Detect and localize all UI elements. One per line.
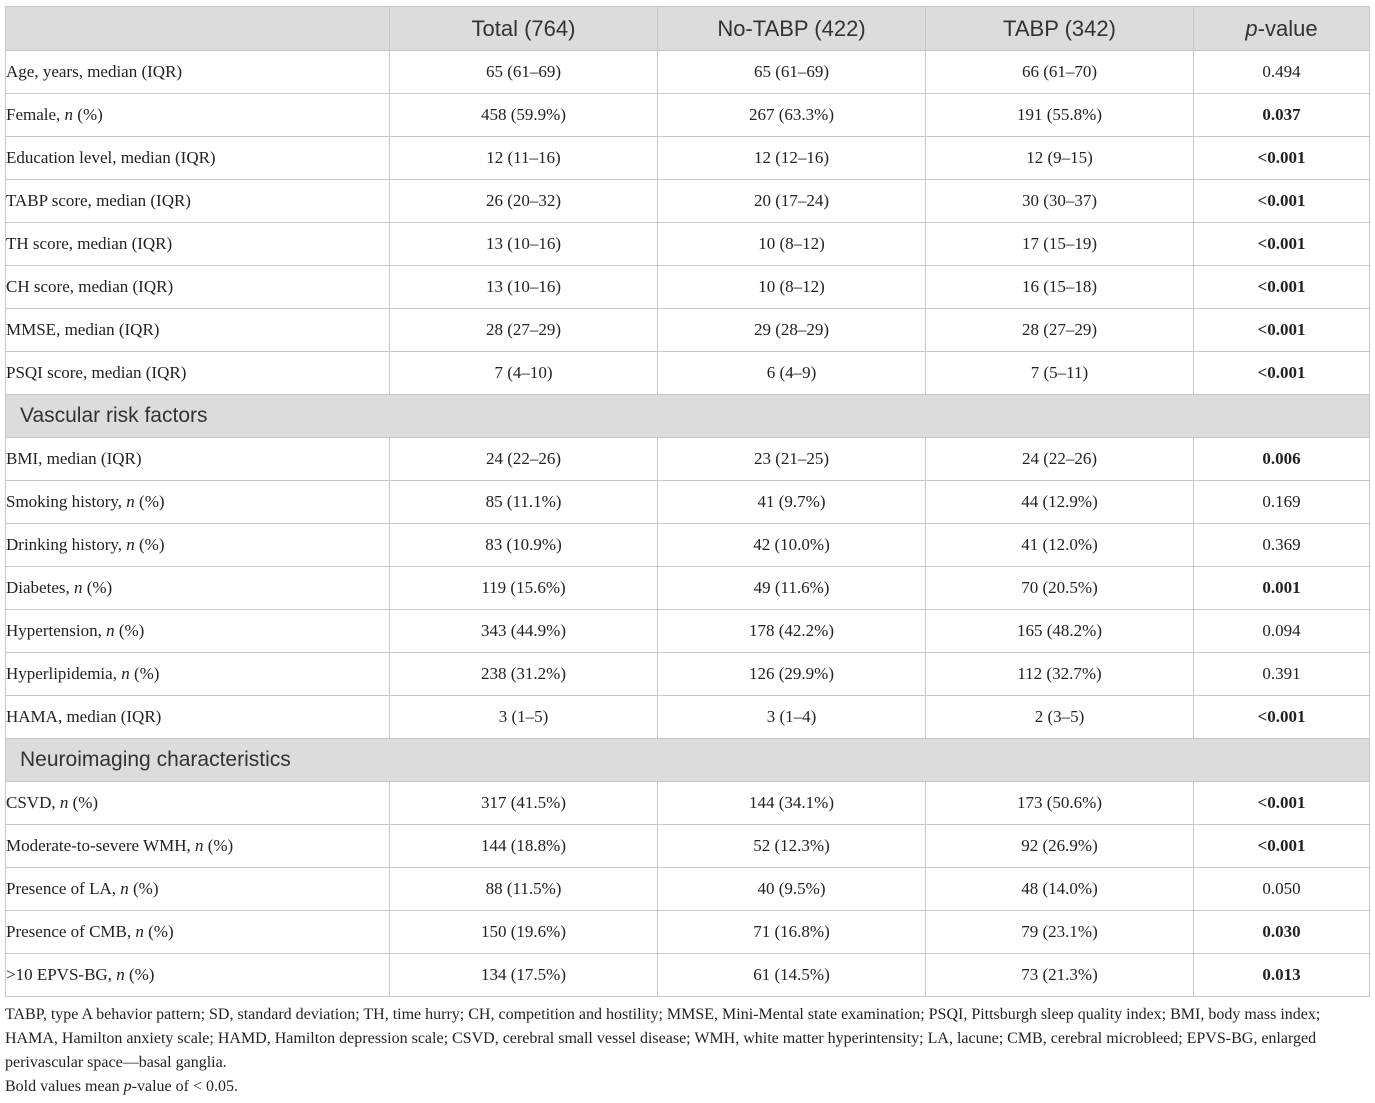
row-label-text: Smoking history,	[6, 492, 127, 511]
cell-total: 85 (11.1%)	[390, 481, 658, 524]
cell-total: 144 (18.8%)	[390, 825, 658, 868]
cell-total: 119 (15.6%)	[390, 567, 658, 610]
table-row	[6, 610, 1370, 653]
table-row	[6, 180, 1370, 223]
cell-tabp: 2 (3–5)	[926, 696, 1194, 739]
cell-p-value: <0.001	[1194, 782, 1370, 825]
row-label-italic: n	[135, 922, 144, 941]
section-title-vascular: Vascular risk factors	[6, 395, 1370, 438]
row-label-italic: n	[121, 664, 130, 683]
row-label-italic: n	[64, 105, 74, 124]
cell-total: 28 (27–29)	[390, 309, 658, 352]
cell-total: 13 (10–16)	[390, 223, 658, 266]
cell-p-value: 0.006	[1194, 438, 1370, 481]
table-row	[6, 94, 1370, 137]
cell-total: 134 (17.5%)	[390, 954, 658, 997]
cell-total: 317 (41.5%)	[390, 782, 658, 825]
cell-no-tabp: 49 (11.6%)	[658, 567, 926, 610]
cell-tabp: 73 (21.3%)	[926, 954, 1194, 997]
table-footnote	[5, 1003, 1369, 1099]
row-label-text: HAMA, median (IQR)	[6, 707, 162, 726]
cell-p-value: 0.030	[1194, 911, 1370, 954]
row-label-text: Education level, median (IQR)	[6, 148, 216, 167]
bold-note-p-italic: p	[123, 1078, 132, 1095]
table-row	[6, 868, 1370, 911]
neuro-section	[6, 739, 1370, 782]
header-p-suffix: -value	[1257, 15, 1318, 41]
section-header-neuroimaging	[6, 739, 1370, 782]
cell-tabp: 44 (12.9%)	[926, 481, 1194, 524]
neuroimaging-rows	[6, 782, 1370, 997]
cell-tabp: 112 (32.7%)	[926, 653, 1194, 696]
table-row	[6, 223, 1370, 266]
row-label	[6, 524, 390, 567]
row-label-suffix: (%)	[134, 492, 165, 511]
cell-no-tabp: 10 (8–12)	[658, 266, 926, 309]
row-label-text: TH score, median (IQR)	[6, 234, 173, 253]
table-row	[6, 825, 1370, 868]
row-label-suffix: (%)	[128, 879, 159, 898]
row-label-text: Presence of LA,	[6, 879, 121, 898]
cell-p-value: <0.001	[1194, 352, 1370, 395]
cell-tabp: 41 (12.0%)	[926, 524, 1194, 567]
bold-note-prefix: Bold values mean	[5, 1078, 124, 1095]
row-label	[6, 352, 390, 395]
row-label-text: Hypertension,	[6, 621, 107, 640]
row-label-text: CH score, median (IQR)	[6, 277, 174, 296]
row-label-text: Moderate-to-severe WMH,	[6, 836, 195, 855]
bold-values-note	[5, 1075, 1369, 1099]
cell-total: 150 (19.6%)	[390, 911, 658, 954]
cell-tabp: 7 (5–11)	[926, 352, 1194, 395]
row-label	[6, 610, 390, 653]
cell-tabp: 48 (14.0%)	[926, 868, 1194, 911]
row-label-suffix: (%)	[203, 836, 234, 855]
cell-no-tabp: 52 (12.3%)	[658, 825, 926, 868]
table-row	[6, 954, 1370, 997]
row-label	[6, 266, 390, 309]
header-no-tabp: No-TABP (422)	[658, 7, 926, 51]
row-label-suffix: (%)	[73, 105, 103, 124]
table-row	[6, 309, 1370, 352]
cell-total: 458 (59.9%)	[390, 94, 658, 137]
table-row	[6, 438, 1370, 481]
cell-total: 26 (20–32)	[390, 180, 658, 223]
cell-no-tabp: 42 (10.0%)	[658, 524, 926, 567]
row-label	[6, 868, 390, 911]
cell-tabp: 17 (15–19)	[926, 223, 1194, 266]
row-label	[6, 653, 390, 696]
cell-tabp: 191 (55.8%)	[926, 94, 1194, 137]
row-label-text: Diabetes,	[6, 578, 74, 597]
row-label-italic: n	[73, 578, 83, 597]
cell-p-value: 0.391	[1194, 653, 1370, 696]
header-total: Total (764)	[390, 7, 658, 51]
table-row	[6, 567, 1370, 610]
cell-p-value: 0.050	[1194, 868, 1370, 911]
cell-p-value: 0.037	[1194, 94, 1370, 137]
cell-total: 83 (10.9%)	[390, 524, 658, 567]
cell-no-tabp: 20 (17–24)	[658, 180, 926, 223]
row-label	[6, 481, 390, 524]
cell-p-value: 0.369	[1194, 524, 1370, 567]
cell-tabp: 79 (23.1%)	[926, 911, 1194, 954]
row-label-suffix: (%)	[114, 621, 145, 640]
section-header-vascular	[6, 395, 1370, 438]
row-label-suffix: (%)	[68, 793, 99, 812]
cell-tabp: 165 (48.2%)	[926, 610, 1194, 653]
cell-total: 7 (4–10)	[390, 352, 658, 395]
header-p-value	[1194, 7, 1370, 51]
row-label	[6, 696, 390, 739]
row-label-suffix: (%)	[143, 922, 174, 941]
row-label	[6, 782, 390, 825]
cell-tabp: 173 (50.6%)	[926, 782, 1194, 825]
row-label-text: MMSE, median (IQR)	[6, 320, 160, 339]
row-label-text: PSQI score, median (IQR)	[6, 363, 187, 382]
bold-note-suffix: -value of < 0.05.	[131, 1078, 238, 1095]
cell-p-value: 0.001	[1194, 567, 1370, 610]
row-label-suffix: (%)	[134, 535, 165, 554]
vascular-section	[6, 395, 1370, 438]
row-label	[6, 567, 390, 610]
row-label-text: BMI, median (IQR)	[6, 449, 142, 468]
row-label-suffix: (%)	[82, 578, 113, 597]
table-row	[6, 653, 1370, 696]
row-label-text: Presence of CMB,	[6, 922, 136, 941]
cell-no-tabp: 3 (1–4)	[658, 696, 926, 739]
row-label-italic: n	[126, 535, 135, 554]
cell-no-tabp: 178 (42.2%)	[658, 610, 926, 653]
header-tabp: TABP (342)	[926, 7, 1194, 51]
cell-p-value: <0.001	[1194, 180, 1370, 223]
table-row	[6, 137, 1370, 180]
cell-no-tabp: 144 (34.1%)	[658, 782, 926, 825]
cell-p-value: <0.001	[1194, 309, 1370, 352]
cell-total: 12 (11–16)	[390, 137, 658, 180]
cell-no-tabp: 40 (9.5%)	[658, 868, 926, 911]
cell-no-tabp: 6 (4–9)	[658, 352, 926, 395]
cell-no-tabp: 41 (9.7%)	[658, 481, 926, 524]
cell-tabp: 66 (61–70)	[926, 51, 1194, 94]
row-label-text: Drinking history,	[6, 535, 127, 554]
section-title-neuroimaging: Neuroimaging characteristics	[6, 739, 1370, 782]
cell-p-value: <0.001	[1194, 825, 1370, 868]
row-label	[6, 51, 390, 94]
cell-total: 3 (1–5)	[390, 696, 658, 739]
row-label-text: Female,	[6, 105, 65, 124]
row-label-italic: n	[59, 793, 69, 812]
cell-p-value: 0.494	[1194, 51, 1370, 94]
cell-no-tabp: 65 (61–69)	[658, 51, 926, 94]
table-row	[6, 911, 1370, 954]
cell-total: 238 (31.2%)	[390, 653, 658, 696]
cell-no-tabp: 126 (29.9%)	[658, 653, 926, 696]
cell-no-tabp: 23 (21–25)	[658, 438, 926, 481]
cell-tabp: 28 (27–29)	[926, 309, 1194, 352]
cell-p-value: <0.001	[1194, 266, 1370, 309]
cell-p-value: 0.169	[1194, 481, 1370, 524]
row-label-suffix: (%)	[124, 965, 155, 984]
cell-no-tabp: 267 (63.3%)	[658, 94, 926, 137]
table-row	[6, 352, 1370, 395]
vascular-rows	[6, 438, 1370, 739]
cell-total: 343 (44.9%)	[390, 610, 658, 653]
cell-tabp: 12 (9–15)	[926, 137, 1194, 180]
cell-tabp: 70 (20.5%)	[926, 567, 1194, 610]
cell-no-tabp: 71 (16.8%)	[658, 911, 926, 954]
cell-total: 24 (22–26)	[390, 438, 658, 481]
cell-tabp: 92 (26.9%)	[926, 825, 1194, 868]
cell-tabp: 30 (30–37)	[926, 180, 1194, 223]
row-label	[6, 911, 390, 954]
cell-p-value: <0.001	[1194, 696, 1370, 739]
cell-no-tabp: 29 (28–29)	[658, 309, 926, 352]
row-label	[6, 180, 390, 223]
table-row	[6, 524, 1370, 567]
row-label-text: CSVD,	[6, 793, 60, 812]
row-label-italic: n	[106, 621, 115, 640]
row-label	[6, 438, 390, 481]
row-label	[6, 309, 390, 352]
abbreviations-note: TABP, type A behavior pattern; SD, standard deviation; TH, time hurry; CH, competition and hostility; MMSE, Mini-Mental state examination; PSQI, Pittsburgh sleep quality index; BMI, body mass index; HAMA, Hamilton anxiety scale; HAMD, Hamilton depression scale; CSVD, cerebral small vessel disease; WMH, white matter hyperintensity; LA, lacune; CMB, cerebral microbleed; EPVS-BG, enlarged perivascular space—basal ganglia.	[5, 1006, 1321, 1071]
cell-p-value: 0.094	[1194, 610, 1370, 653]
row-label	[6, 825, 390, 868]
header-p-italic: p	[1245, 15, 1258, 41]
baseline-characteristics-table	[5, 6, 1370, 997]
cell-no-tabp: 12 (12–16)	[658, 137, 926, 180]
row-label	[6, 223, 390, 266]
cell-total: 88 (11.5%)	[390, 868, 658, 911]
cell-p-value: <0.001	[1194, 223, 1370, 266]
row-label-italic: n	[126, 492, 135, 511]
row-label-text: >10 EPVS-BG,	[6, 965, 117, 984]
table-row	[6, 782, 1370, 825]
general-rows	[6, 51, 1370, 395]
table-row	[6, 696, 1370, 739]
row-label-italic: n	[120, 879, 129, 898]
cell-p-value: 0.013	[1194, 954, 1370, 997]
cell-tabp: 24 (22–26)	[926, 438, 1194, 481]
cell-total: 13 (10–16)	[390, 266, 658, 309]
cell-tabp: 16 (15–18)	[926, 266, 1194, 309]
cell-p-value: <0.001	[1194, 137, 1370, 180]
header-label-cell	[6, 7, 390, 51]
table-row	[6, 266, 1370, 309]
table-row	[6, 51, 1370, 94]
row-label-suffix: (%)	[129, 664, 160, 683]
row-label-italic: n	[116, 965, 125, 984]
row-label-text: TABP score, median (IQR)	[6, 191, 191, 210]
cell-no-tabp: 10 (8–12)	[658, 223, 926, 266]
row-label	[6, 137, 390, 180]
row-label-italic: n	[194, 836, 204, 855]
cell-total: 65 (61–69)	[390, 51, 658, 94]
table-row	[6, 481, 1370, 524]
row-label-text: Hyperlipidemia,	[6, 664, 122, 683]
row-label	[6, 954, 390, 997]
cell-no-tabp: 61 (14.5%)	[658, 954, 926, 997]
row-label	[6, 94, 390, 137]
table-header-row	[6, 7, 1370, 51]
row-label-text: Age, years, median (IQR)	[6, 62, 183, 81]
